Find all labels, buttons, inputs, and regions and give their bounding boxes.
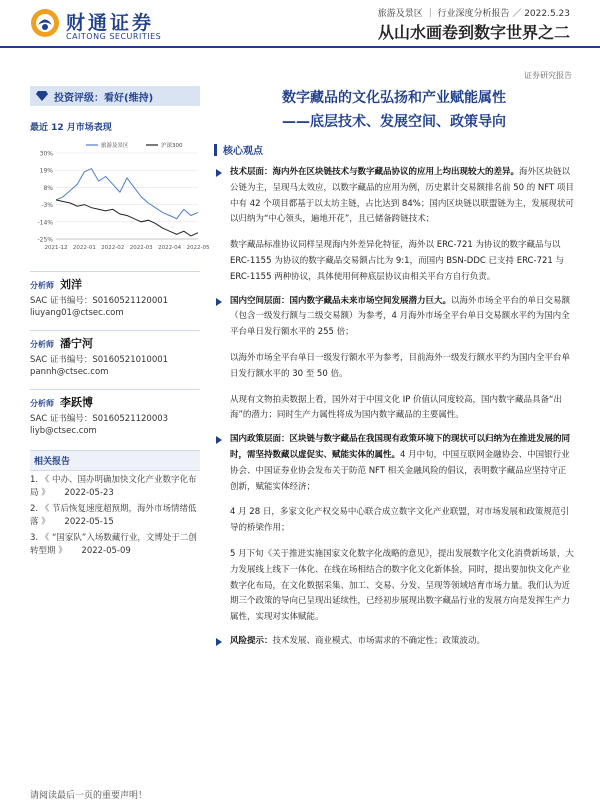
- analyst-role: 分析师: [30, 281, 54, 290]
- report-series-title: 从山水画卷到数字世界之二: [377, 23, 570, 42]
- investment-rating-label: 投资评级：看好(维持): [54, 92, 154, 104]
- analyst-email[interactable]: pannh@ctsec.com: [30, 367, 109, 377]
- chart-y-tick-label: 30%: [39, 150, 53, 158]
- chart-y-tick-label: 8%: [43, 184, 53, 192]
- paragraph-text: 以海外市场全平台单日一级发行额水平为参考，目前海外一级发行额水平约为国内全平台单日发行额水平的 30 至 50 倍。: [230, 352, 571, 379]
- paragraph-text: 技术发展、商业模式、市场需求的不确定性；政策波动。: [272, 635, 486, 646]
- analyst-role: 分析师: [30, 399, 54, 408]
- viewpoint-paragraph: [214, 165, 574, 228]
- viewpoint-paragraph: [214, 294, 574, 341]
- footer-note: 请阅读最后一页的重要声明！: [30, 791, 148, 801]
- related-report-item[interactable]: [30, 474, 200, 500]
- chart-y-tick-label: -3%: [41, 202, 53, 210]
- chart-legend-label: 旅游及景区: [101, 143, 129, 149]
- chart-svg: [30, 139, 210, 259]
- analyst-list: [30, 271, 200, 436]
- related-reports-title: 相关报告: [30, 450, 200, 471]
- paragraph-lead: 风险提示：: [230, 635, 273, 646]
- viewpoint-paragraphs: [214, 165, 574, 650]
- report-type-tag: 证券研究报告: [524, 71, 572, 80]
- chart-x-tick-label: 2022-04: [158, 245, 182, 251]
- analyst-card: [30, 271, 200, 318]
- market-performance-chart: [30, 139, 210, 259]
- paragraph-lead: 技术层面：海内外在区块链技术与数字藏品协议的应用上均出现较大的差异。: [230, 167, 520, 177]
- analyst-cert: SAC 证书编号：S0160521120003: [30, 414, 169, 424]
- paragraph-lead: 国内政策层面：区块链与数字藏品在我国现有政策环境下的现状可以归纳为在推进发展的同时，需坚持数藏以虚促实、赋能实体的属性。: [230, 434, 571, 460]
- viewpoint-paragraph: [214, 238, 574, 285]
- chart-series-line-0: [56, 169, 198, 219]
- related-report-text[interactable]: 1. 《 中办、国办明确加快文化产业数字化布局 》: [30, 475, 197, 498]
- sidebar: [30, 86, 210, 558]
- related-report-date: 2022-05-23: [64, 488, 114, 498]
- paragraph-text: 从现有文物拍卖数据上看，国外对于中国文化 IP 价值认同度较高，国内数字藏品具备“出海”的潜力；同时生产力属性将成为国内数字藏品的主要属性。: [230, 394, 562, 421]
- paragraph-text: 以海外市场全平台的单日交易额（包含一级发行额与二级交易额）为参考，4 月海外市场全平台单日交易额水平约为国内全平台单日发行额水平的 255 倍；: [230, 295, 571, 338]
- header-divider: [0, 46, 600, 48]
- viewpoint-paragraph: [214, 547, 574, 626]
- triangle-bullet-icon: [216, 169, 222, 177]
- chart-y-tick-label: -25%: [37, 236, 53, 244]
- chart-legend-label: 沪深300: [161, 143, 183, 149]
- diamond-icon: [36, 91, 48, 101]
- analyst-card: [30, 330, 200, 377]
- related-report-text[interactable]: 3. 《 “国家队”入场数藏行业，文博处于二创转型期 》: [30, 533, 197, 556]
- core-viewpoint-heading: [214, 142, 574, 157]
- related-report-date: 2022-05-15: [64, 517, 114, 527]
- triangle-bullet-icon: [216, 298, 222, 306]
- page-header: [0, 0, 600, 66]
- core-viewpoint-label: 核心观点: [223, 146, 263, 157]
- analyst-name: 潘宁河: [60, 337, 93, 350]
- triangle-bullet-icon: [216, 436, 222, 444]
- related-reports: [30, 450, 200, 558]
- chart-y-tick-label: 19%: [39, 167, 53, 175]
- caitong-logo-icon: [30, 8, 60, 38]
- paragraph-text: 海外区块链以公链为主，呈现马太效应，以数字藏品的应用为例，历史累计交易额排名前 50 的 NFT 项目中有 42 个项目都基于以太坊主链，占比达到 84%；国内区块链以联盟链为主，发展现状可以归纳为“中心领头，遍地开花”，且已储备跨链技术；: [230, 167, 574, 225]
- company-logo: [30, 8, 200, 42]
- analyst-name: 李跃博: [60, 396, 93, 409]
- logo-text-en: CAITONG SECURITIES: [66, 32, 162, 41]
- logo-text-cn: 财通证券: [66, 12, 155, 34]
- related-report-item[interactable]: [30, 503, 200, 529]
- paragraph-text: 4 月中旬，中国互联网金融协会、中国银行业协会、中国证券业协会发布关于防范 NFT 相关金融风险的倡议，表明数字藏品应坚持守正创新，赋能实体经济；: [230, 449, 570, 492]
- viewpoint-paragraph: [214, 432, 574, 495]
- main-content: [214, 86, 574, 650]
- viewpoint-paragraph: [214, 505, 574, 537]
- chart-x-tick-label: 2022-02: [101, 245, 125, 251]
- related-report-item[interactable]: [30, 532, 200, 558]
- paragraph-text: 4 月 28 日，多家文化产权交易中心联合成立数字文化产业联盟，对市场发展和政策规范引导的桥梁作用；: [230, 507, 569, 534]
- chart-x-tick-label: 2022-03: [129, 245, 153, 251]
- analyst-cert: SAC 证书编号：S0160521010001: [30, 355, 169, 365]
- chart-x-tick-label: 2022-01: [72, 245, 96, 251]
- paragraph-text: 5 月下旬《关于推进实施国家文化数字化战略的意见》，提出发展数字化文化消费新场景，大力发展线上线下一体化、在线在场相结合的数字化文化新体验，同时，提出要加快文化产业数字化布局，在文化数据采集、加工、交易、分发、呈现等领域培育市场力量。我们认为近期三个政策的导向已呈现出延续性，已经初步展现出数字藏品行业的发展方向是发挥生产力属性，实现对实体赋能。: [230, 548, 574, 623]
- report-meta: 旅游及景区 ｜ 行业深度分析报告 ／ 2022.5.23: [377, 9, 570, 19]
- chart-x-tick-label: 2022-05: [186, 245, 210, 251]
- analyst-card: [30, 389, 200, 436]
- chart-section-title: 最近 12 月市场表现: [30, 123, 112, 133]
- main-title-line2: ——底层技术、发展空间、政策导向: [282, 114, 506, 130]
- analyst-cert: SAC 证书编号：S0160521120001: [30, 296, 169, 306]
- main-title-line1: 数字藏品的文化弘扬和产业赋能属性: [282, 90, 506, 106]
- viewpoint-paragraph: [214, 393, 574, 425]
- triangle-bullet-icon: [216, 638, 222, 646]
- related-report-text[interactable]: 2. 《 节后恢复速度超预期，海外市场情绪低落 》: [30, 504, 197, 527]
- analyst-email[interactable]: liuyang01@ctsec.com: [30, 308, 124, 318]
- viewpoint-paragraph: [214, 634, 574, 650]
- viewpoint-paragraph: [214, 351, 574, 383]
- chart-x-tick-label: 2021-12: [44, 245, 68, 251]
- related-report-date: 2022-05-09: [81, 546, 131, 556]
- investment-rating: [30, 86, 200, 106]
- chart-y-tick-label: -14%: [37, 219, 53, 227]
- analyst-name: 刘洋: [60, 278, 82, 291]
- heading-accent-bar: [214, 144, 217, 156]
- analyst-email[interactable]: liyb@ctsec.com: [30, 426, 97, 436]
- paragraph-lead: 国内空间层面：国内数字藏品未来市场空间发展潜力巨大。: [230, 295, 452, 306]
- paragraph-text: 数字藏品标准协议同样呈现海内外差异化特征，海外以 ERC-721 为协议的数字藏品与以 ERC-1155 为协议的数字藏品交易额占比为 9:1，而国内 BSN-DDC 已支持 ERC-721 与 ERC-1155 两种协议，具体使用何种底层协议由相关平台方自行负责。: [230, 240, 564, 282]
- analyst-role: 分析师: [30, 340, 54, 349]
